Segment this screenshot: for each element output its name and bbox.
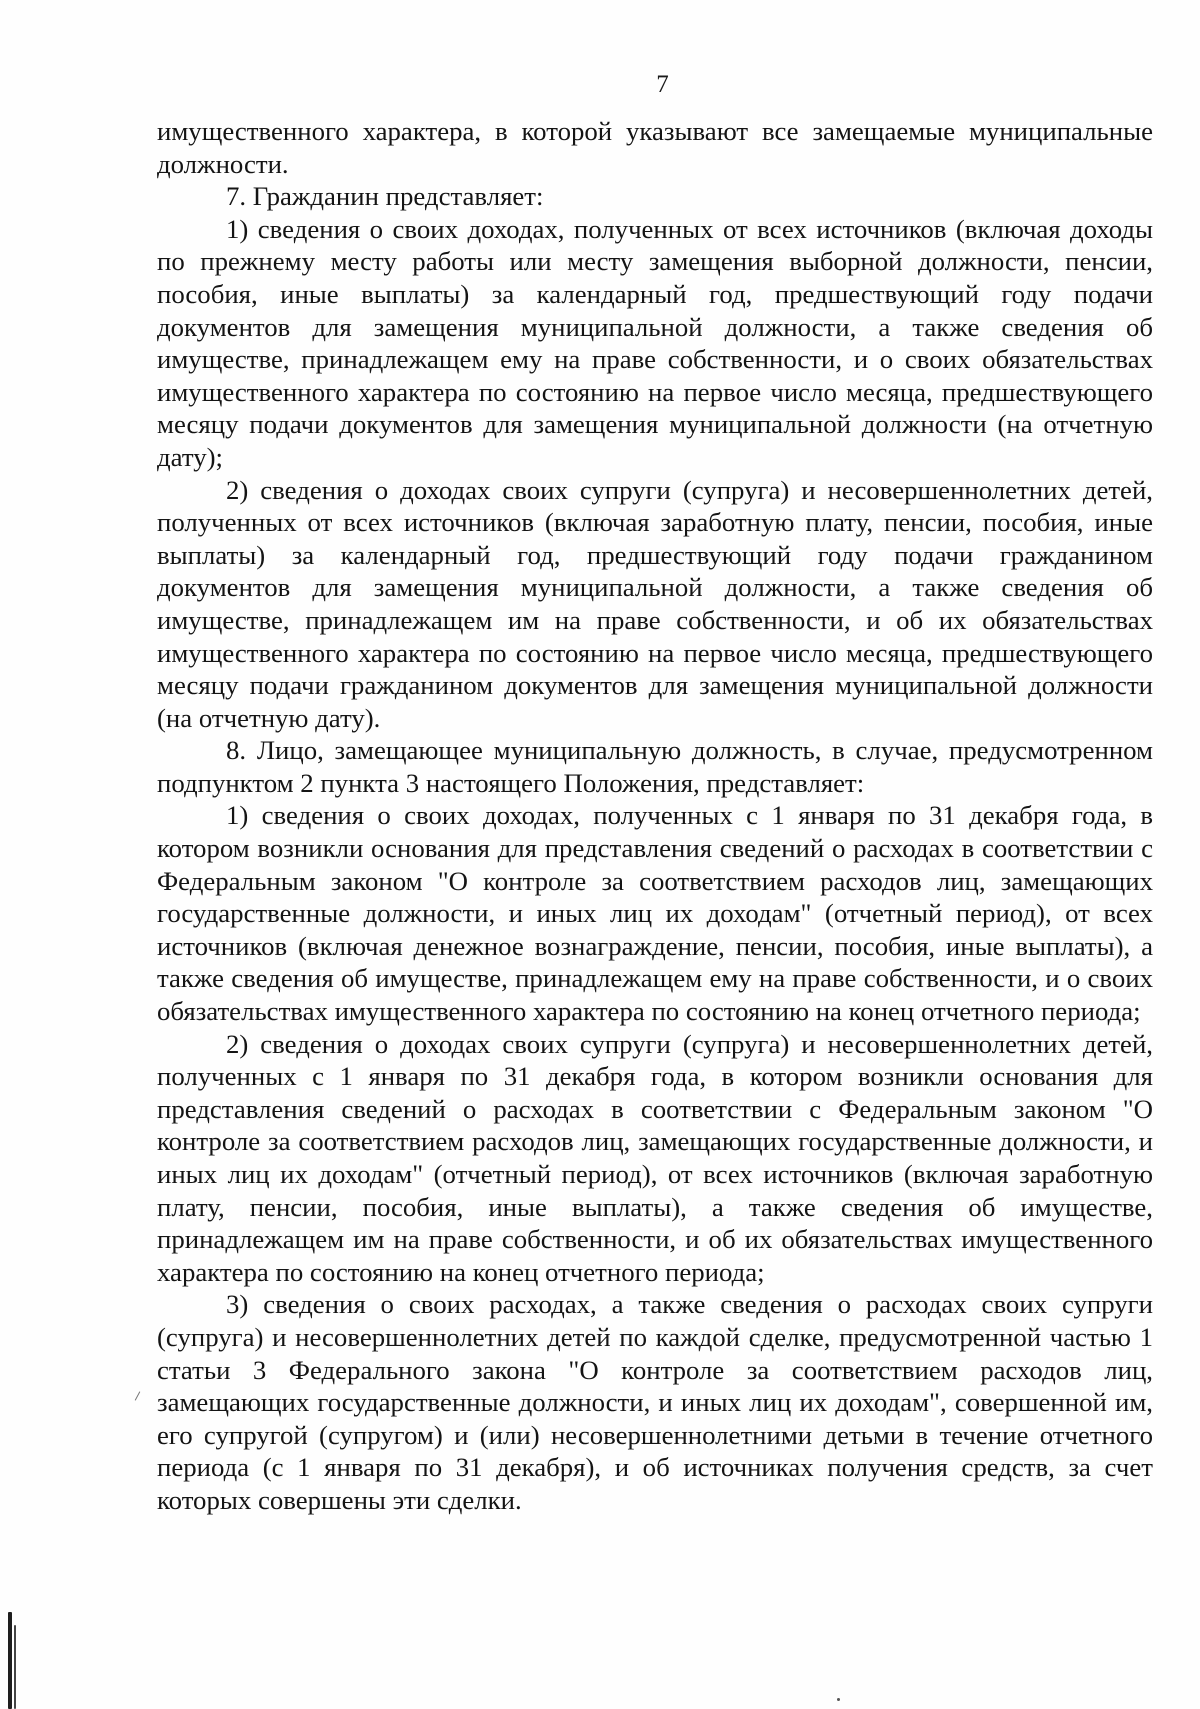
paragraph-item-8-2: 2) сведения о доходах своих супруги (супруга) и несовершеннолетних детей, полученных с 1 января по 31 декабря года, в котором возникли основания для представления сведений о расходах в соответствии с Федеральным законом "О контроле за соответствием расходов лиц, замещающих государственные должности, и иных лиц их доходам" (отчетный период), от всех источников (включая заработную плату, пенсии, пособия, иные выплаты), а также сведения об имуществе, принадлежащем им на праве собственности, и об их обязательствах имущественного характера по состоянию на конец отчетного периода; (157, 1028, 1153, 1287)
scan-speck (837, 1698, 840, 1701)
paragraph-continuation: имущественного характера, в которой указывают все замещаемые муниципальные должности. (157, 116, 1153, 179)
paragraph-item-7-heading: 7. Гражданин представляет: (226, 181, 544, 212)
scan-binding-edge (8, 1612, 12, 1709)
paragraph-item-8-1: 1) сведения о своих доходах, полученных с 1 января по 31 декабря года, в котором возникли основания для представления сведений о расходах в соответствии с Федеральным законом "О контроле за соответствием расходов лиц, замещающих государственные должности, и иных лиц их доходам" (отчетный период), от всех источников (включая денежное вознаграждение, пенсии, пособия, иные выплаты), а также сведения об имуществе, принадлежащем ему на праве собственности, и о своих обязательствах имущественного характера по состоянию на конец отчетного периода; (157, 800, 1153, 1027)
scan-pen-mark (135, 1391, 141, 1400)
paragraph-item-7-1: 1) сведения о своих доходах, полученных от всех источников (включая доходы по прежнему месту работы или месту замещения выборной должности, пенсии, пособия, иные выплаты) за календарный год, предшествующий году подачи документов для замещения муниципальной должности, а также сведения об имуществе, принадлежащем ему на праве собственности, и о своих обязательствах имущественного характера по состоянию на первое число месяца, предшествующего месяцу подачи документов для замещения муниципальной должности (на отчетную дату); (157, 213, 1153, 472)
scan-binding-edge-secondary (14, 1625, 16, 1709)
paragraph-item-7-2: 2) сведения о доходах своих супруги (супруга) и несовершеннолетних детей, полученных от всех источников (включая заработную плату, пенсии, пособия, иные выплаты) за календарный год, предшествующий году подачи гражданином документов для замещения муниципальной должности, а также сведения об имуществе, принадлежащем им на праве собственности, и об их обязательствах имущественного характера по состоянию на первое число месяца, предшествующего месяцу подачи гражданином документов для замещения муниципальной должности (на отчетную дату). (157, 474, 1153, 733)
document-body (157, 115, 1153, 1517)
paragraph-item-8-3: 3) сведения о своих расходах, а также сведения о расходах своих супруги (супруга) и несовершеннолетних детей по каждой сделке, предусмотренной частью 1 статьи 3 Федерального закона "О контроле за соответствием расходов лиц, замещающих государственные должности, и иных лиц их доходам", совершенной им, его супругой (супругом) и (или) несовершеннолетними детьми в течение отчетного периода (с 1 января по 31 декабря), и об источниках получения средств, за счет которых совершены эти сделки. (157, 1289, 1153, 1515)
page-number: 7 (656, 71, 669, 98)
paragraph-item-8-heading: 8. Лицо, замещающее муниципальную должность, в случае, предусмотренном подпунктом 2 пункта 3 настоящего Положения, представляет: (157, 735, 1153, 798)
